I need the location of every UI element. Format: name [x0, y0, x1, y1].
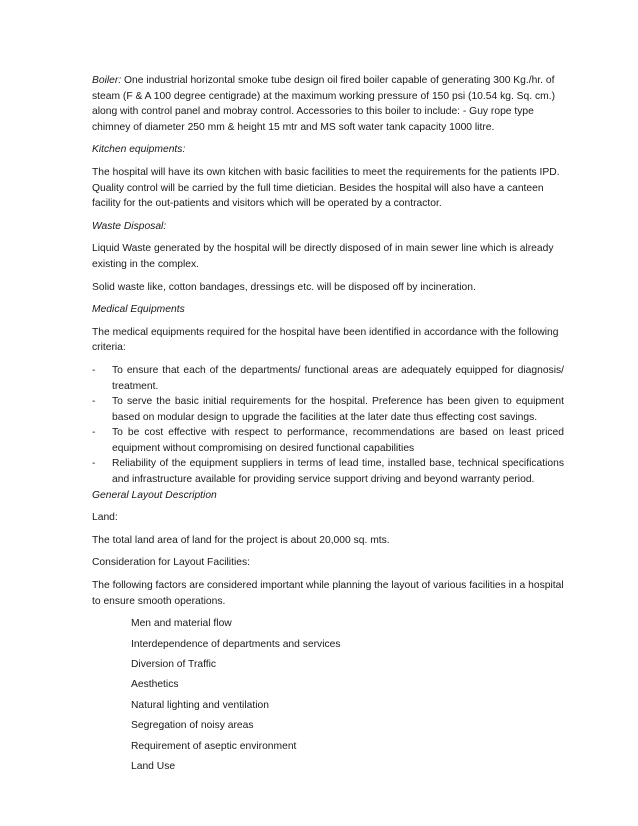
- factors-intro-paragraph: The following factors are considered important while planning the layout of various facilities in a hospital to ensure smooth operations.: [92, 580, 564, 607]
- bullet-marker: -: [92, 427, 96, 439]
- list-item: [92, 363, 564, 394]
- list-item: Interdependence of departments and services: [131, 638, 341, 650]
- list-item: Requirement of aseptic environment: [131, 740, 297, 752]
- waste-heading: Waste Disposal:: [92, 220, 167, 232]
- layout-heading: General Layout Description: [92, 489, 217, 501]
- list-item: Land Use: [131, 760, 176, 772]
- bullet-marker: -: [92, 396, 96, 408]
- list-item: [92, 456, 564, 487]
- list-item: [92, 394, 564, 425]
- land-label: Land:: [92, 512, 118, 524]
- medical-intro-paragraph: The medical equipments required for the hospital have been identified in accordance with the following criteria:: [92, 326, 559, 354]
- medical-criteria-list: [92, 363, 564, 488]
- consideration-label: Consideration for Layout Facilities:: [92, 557, 250, 569]
- boiler-paragraph: [92, 73, 564, 135]
- list-item: Diversion of Traffic: [131, 659, 217, 670]
- solid-waste-paragraph: Solid waste like, cotton bandages, dressings etc. will be disposed off by incineration.: [92, 281, 476, 293]
- kitchen-paragraph: The hospital will have its own kitchen with basic facilities to meet the requirements for the patients IPD. Quality control will be carried by the full time dietician. Besides the hospital will also have a canteen facility for the out-patients and visitors which will be operated by a contractor.: [92, 166, 560, 210]
- boiler-heading: Boiler:: [92, 75, 122, 86]
- boiler-text: One industrial horizontal smoke tube design oil fired boiler capable of generating 300 Kg./hr. of steam (F & A 100 degree centigrade) at the maximum working pressure of 150 psi (10.54 kg. Sq. cm.) along with control panel and mobray control. Accessories to this boiler to include: - Guy rope type chimney of diameter 250 mm & height 15 mtr and MS soft water tank capacity 1000 litre.: [92, 75, 556, 133]
- criteria-text: To serve the basic initial requirements for the hospital. Preference has been given to equipment based on modular design to upgrade the facilities at the later date thus effecting cost savings.: [112, 396, 564, 423]
- bullet-marker: -: [92, 458, 96, 470]
- list-item: Natural lighting and ventilation: [131, 699, 269, 711]
- page-content: [92, 73, 564, 779]
- kitchen-heading: Kitchen equipments:: [92, 144, 186, 156]
- list-item: Segregation of noisy areas: [131, 720, 254, 732]
- liquid-waste-paragraph: Liquid Waste generated by the hospital will be directly disposed of in main sewer line which is already existing in the complex.: [92, 243, 554, 270]
- criteria-text: To ensure that each of the departments/ functional areas are adequately equipped for diagnosis/ treatment.: [112, 364, 564, 392]
- criteria-text: To be cost effective with respect to performance, recommendations are based on least priced equipment without compromising on desired functional capabilities: [112, 427, 564, 454]
- list-item: Aesthetics: [131, 679, 179, 691]
- land-paragraph: The total land area of land for the project is about 20,000 sq. mts.: [92, 534, 390, 546]
- list-item: [92, 425, 564, 456]
- criteria-text: Reliability of the equipment suppliers in terms of lead time, installed base, technical specifications and infrastructure available for providing service support driving and beyond warranty period.: [112, 458, 564, 486]
- list-item: Men and material flow: [131, 618, 232, 630]
- medical-heading: Medical Equipments: [92, 304, 185, 316]
- bullet-marker: -: [92, 364, 96, 376]
